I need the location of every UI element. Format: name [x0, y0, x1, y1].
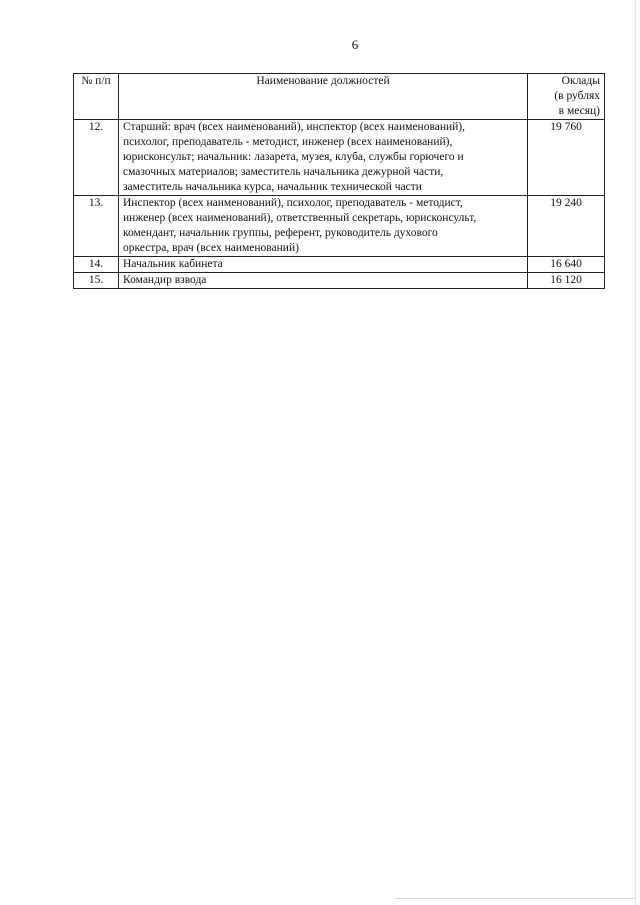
row-number: 15. — [74, 273, 119, 289]
row-salary: 16 640 — [528, 257, 605, 273]
row-position-title — [119, 257, 528, 273]
row-salary: 16 120 — [528, 273, 605, 289]
header-number: № п/п — [74, 74, 119, 120]
title-line: инженер (всех наименований), ответственный секретарь, юрисконсульт, — [123, 212, 477, 224]
row-position-title — [119, 273, 528, 289]
scan-edge-line — [635, 0, 636, 905]
title-line: Начальник кабинета — [123, 258, 223, 270]
row-number: 13. — [74, 196, 119, 257]
header-position-title: Наименование должностей — [119, 74, 528, 120]
table-row — [74, 196, 605, 257]
row-number: 14. — [74, 257, 119, 273]
title-line: юрисконсульт; начальник: лазарета, музея, клуба, службы горючего и — [123, 151, 464, 163]
row-position-title — [119, 196, 528, 257]
row-position-title — [119, 120, 528, 196]
row-salary: 19 240 — [528, 196, 605, 257]
title-line: Старший: врач (всех наименований), инспектор (всех наименований), — [123, 121, 466, 133]
title-line: Инспектор (всех наименований), психолог, преподаватель - методист, — [123, 197, 463, 209]
header-salary-line: (в рублях — [554, 90, 600, 102]
header-salary-line: в месяц) — [558, 105, 600, 117]
table-row — [74, 120, 605, 196]
table-row — [74, 257, 605, 273]
title-line: заместитель начальника курса, начальник технической части — [123, 181, 422, 193]
title-line: оркестра, врач (всех наименований) — [123, 242, 299, 254]
title-line: психолог, преподаватель - методист, инженер (всех наименований), — [123, 136, 453, 148]
page-number: 6 — [351, 37, 359, 52]
salary-table — [73, 73, 605, 289]
header-salary-line: Оклады — [561, 75, 600, 87]
header-salary — [528, 74, 605, 120]
table-header-row — [74, 74, 605, 120]
title-line: Командир взвода — [123, 274, 207, 286]
scan-bottom-line — [395, 898, 635, 899]
title-line: смазочных материалов; заместитель начальника дежурной части, — [123, 166, 444, 178]
row-salary: 19 760 — [528, 120, 605, 196]
row-number: 12. — [74, 120, 119, 196]
title-line: комендант, начальник группы, референт, руководитель духового — [123, 227, 438, 239]
table-row — [74, 273, 605, 289]
